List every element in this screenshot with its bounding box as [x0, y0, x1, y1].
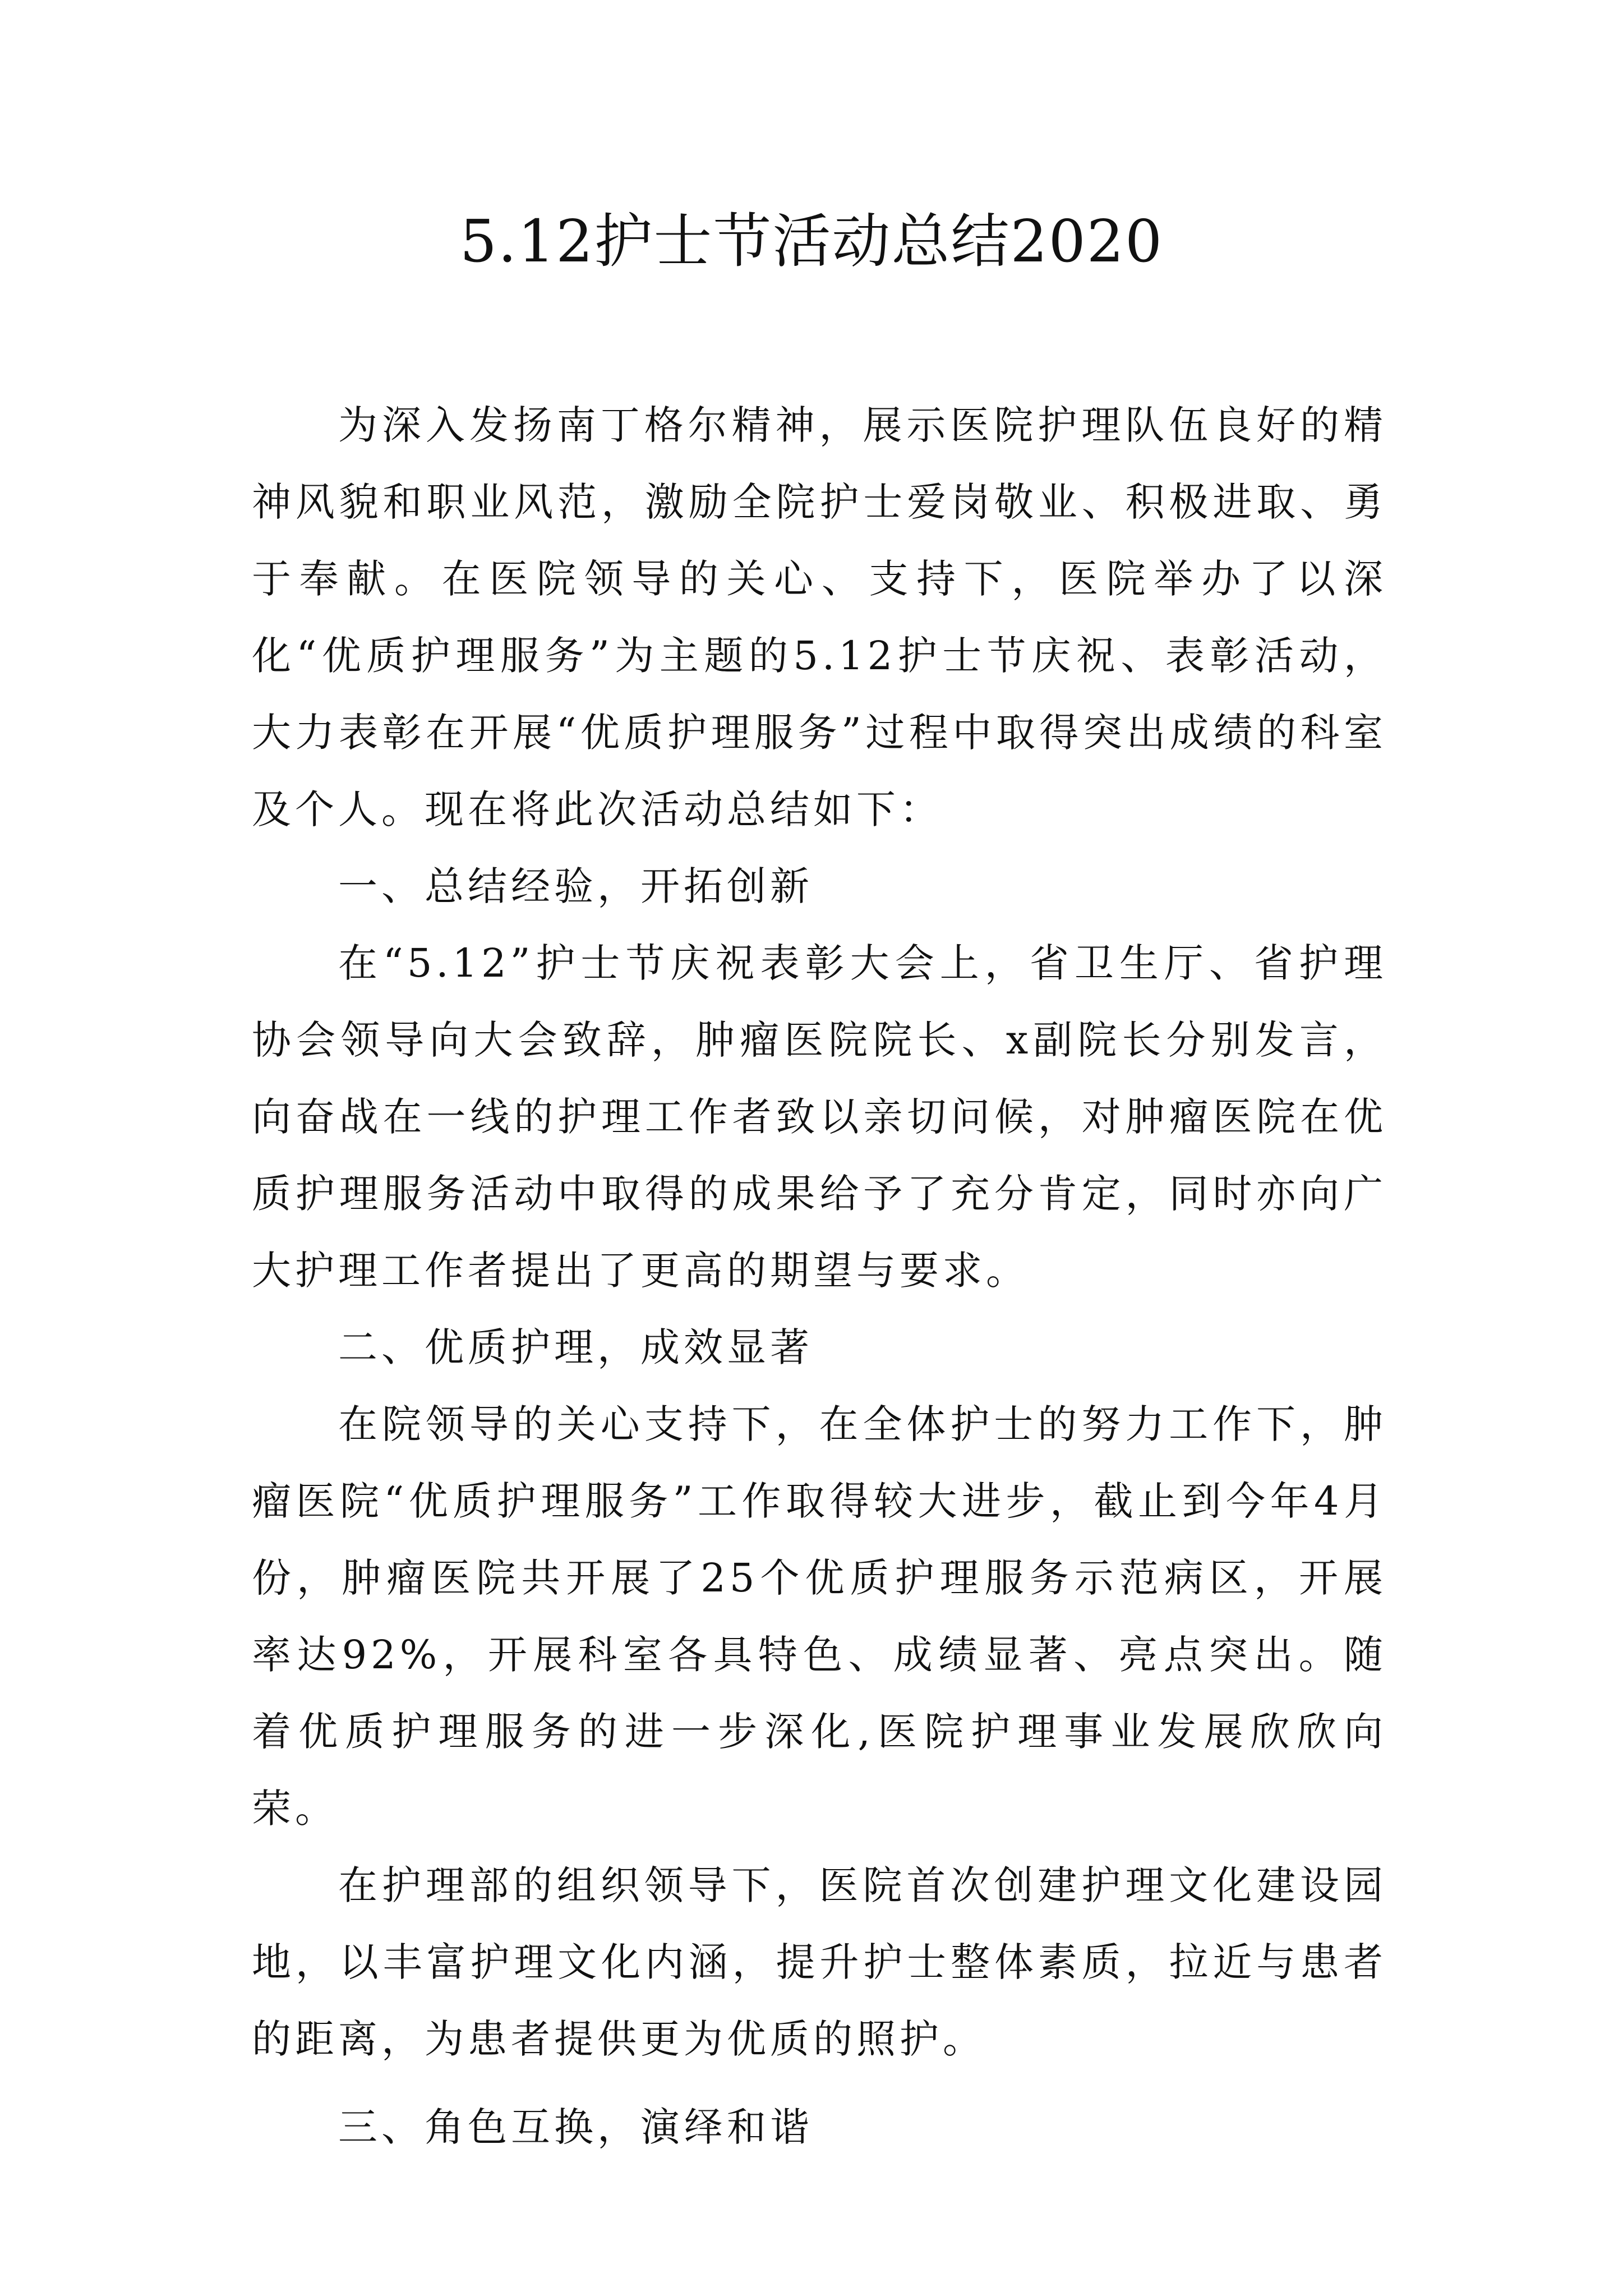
document-title: 5.12护士节活动总结2020 [459, 207, 1164, 275]
section-heading-1: 一、总结经验，开拓创新 [338, 863, 813, 909]
section-2-paragraph-2: 在护理部的组织领导下，医院首次创建护理文化建设园地，以丰富护理文化内涵，提升护士整体素质，拉近与患者的距离，为患者提供更为优质的照护。 [252, 1862, 1387, 2062]
section-1-paragraph: 在“5.12”护士节庆祝表彰大会上，省卫生厅、省护理协会领导向大会致辞，肿瘤医院院长、x副院长分别发言，向奋战在一线的护理工作者致以亲切问候，对肿瘤医院在优质护理服务活动中取得的成果给予了充分肯定，同时亦向广大护理工作者提出了更高的期望与要求。 [252, 940, 1387, 1294]
section-heading-2: 二、优质护理，成效显著 [338, 1324, 813, 1370]
section-heading-3: 三、角色互换，演绎和谐 [338, 2104, 813, 2150]
document-body [252, 387, 1387, 2166]
intro-paragraph: 为深入发扬南丁格尔精神，展示医院护理队伍良好的精神风貌和职业风范，激励全院护士爱岗敬业、积极进取、勇于奉献。在医院领导的关心、支持下，医院举办了以深化“优质护理服务”为主题的5.12护士节庆祝、表彰活动，大力表彰在开展“优质护理服务”过程中取得突出成绩的科室及个人。现在将此次活动总结如下： [252, 402, 1387, 832]
section-2-paragraph-1: 在院领导的关心支持下，在全体护士的努力工作下，肿瘤医院“优质护理服务”工作取得较大进步，截止到今年4月份，肿瘤医院共开展了25个优质护理服务示范病区，开展率达92%，开展科室各具特色、成绩显著、亮点突出。随着优质护理服务的进一步深化,医院护理事业发展欣欣向荣。 [252, 1401, 1387, 1832]
